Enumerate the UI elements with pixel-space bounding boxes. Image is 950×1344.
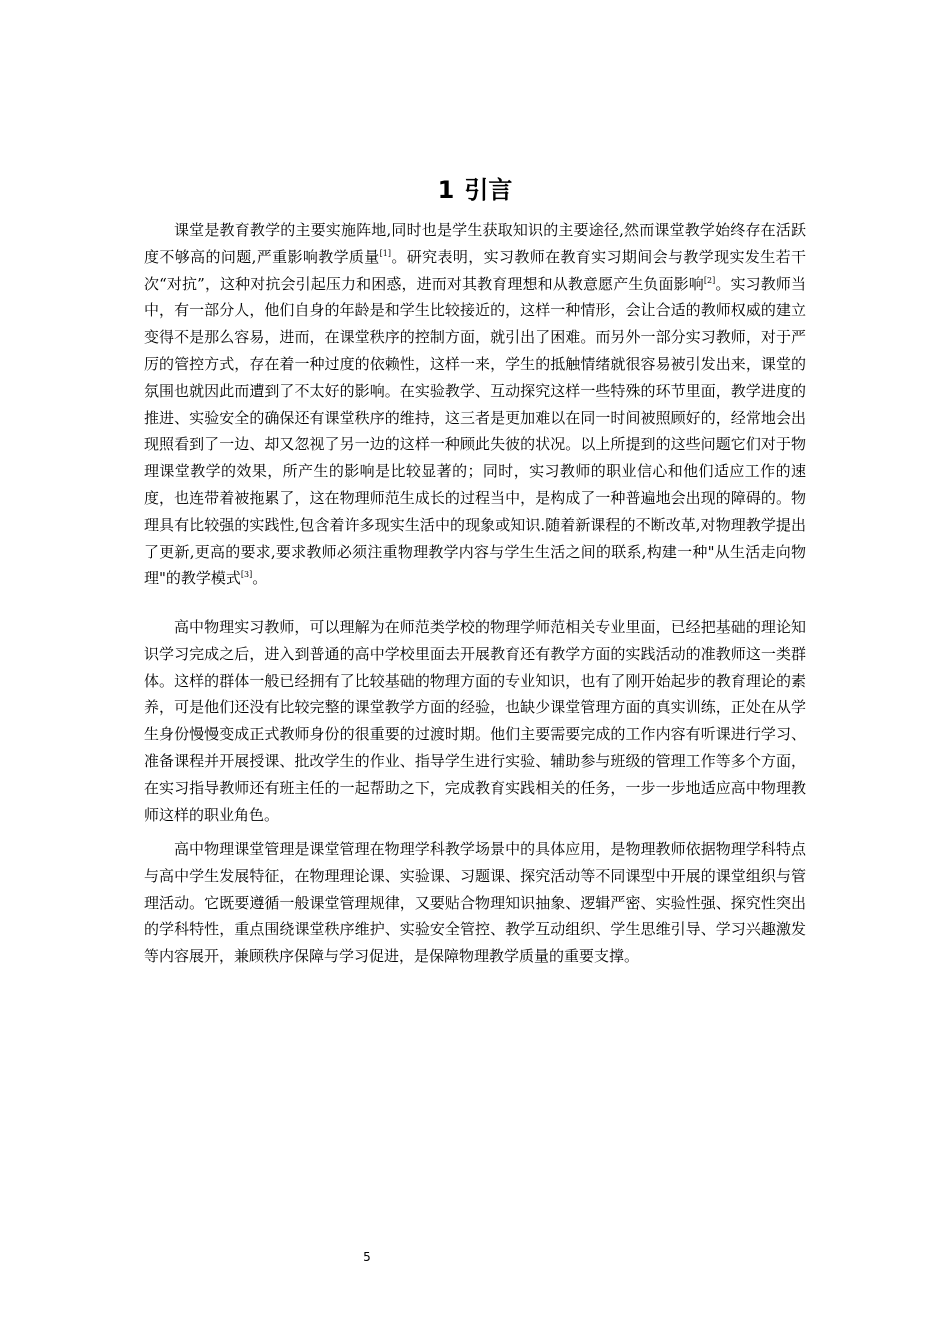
paragraph-2 (144, 614, 806, 828)
paragraph-1 (144, 217, 806, 592)
page-number: 5 (363, 1250, 371, 1264)
text-run: 。 (252, 569, 268, 588)
paragraph-text: 高中物理实习教师，可以理解为在师范类学校的物理学师范相关专业里面，已经把基础的理论知识学习完成之后，进入到普通的高中学校里面去开展教育还有教学方面的实践活动的准教师这一类群体。这样的群体一般已经拥有了比较基础的物理方面的专业知识，也有了刚开始起步的教育理论的素养，可是他们还没有比较完整的课堂教学方面的经验，也缺少课堂管理方面的真实训练，正处在从学生身份慢慢变成正式教师身份的很重要的过渡时期。他们主要需要完成的工作内容有听课进行学习、准备课程并开展授课、批改学生的作业、指导学生进行实验、辅助参与班级的管理工作等多个方面，在实习指导教师还有班主任的一起帮助之下，完成教育实践相关的任务，一步一步地适应高中物理教师这样的职业角色。 (144, 618, 806, 824)
paragraph-text (144, 217, 806, 592)
text-run: 课堂是教育教学的主要实施阵地,同时也是学生获取知识的主要途径,然而课堂教学始终存在活跃度不够高的问题,严重影响教学质量 (144, 221, 806, 266)
section-title: 引言 (464, 176, 513, 204)
section-number: 1 (437, 176, 455, 204)
citation-3: [3] (240, 570, 253, 580)
paragraph-text: 高中物理课堂管理是课堂管理在物理学科教学场景中的具体应用，是物理教师依据物理学科特点与高中学生发展特征，在物理理论课、实验课、习题课、探究活动等不同课型中开展的课堂组织与管理活动。它既要遵循一般课堂管理规律，又要贴合物理知识抽象、逻辑严密、实验性强、探究性突出的学科特性，重点围绕课堂秩序维护、实验安全管控、教学互动组织、学生思维引导、学习兴趣激发等内容展开，兼顾秩序保障与学习促进，是保障物理教学质量的重要支撑。 (144, 840, 806, 966)
section-heading (0, 174, 950, 206)
citation-2: [2] (703, 275, 716, 285)
paragraph-3 (144, 836, 806, 970)
text-run: 。研究表明，实习教师在教育实习期间会与教学现实发生若干次“对抗”，这种对抗会引起压力和困惑，进而对其教育理想和从教意愿产生负面影响 (144, 247, 806, 293)
text-run: 。实习教师当中，有一部分人，他们自身的年龄是和学生比较接近的，这样一种情形，会让合适的教师权威的建立变得不是那么容易，进而，在课堂秩序的控制方面，就引出了困难。而另外一部分实习教师，对于严厉的管控方式，存在着一种过度的依赖性，这样一来，学生的抵触情绪就很容易被引发出来，课堂的氛围也就因此而遭到了不太好的影响。在实验教学、互动探究这样一些特殊的环节里面，教学进度的推进、实验安全的确保还有课堂秩序的维持，这三者是更加难以在同一时间被照顾好的，经常地会出现照看到了一边、却又忽视了另一边的这样一种顾此失彼的状况。以上所提到的这些问题它们对于物理课堂教学的效果，所产生的影响是比较显著的；同时，实习教师的职业信心和他们适应工作的速度，也连带着被拖累了，这在物理师范生成长的过程当中，是构成了一种普遍地会出现的障碍的。物理具有比较强的实践性,包含着许多现实生活中的现象或知识.随着新课程的不断改革,对物理教学提出了更新,更高的要求,要求教师必须注重物理教学内容与学生生活之间的联系,构建一种"从生活走向物理"的教学模式 (144, 274, 806, 588)
citation-1: [1] (379, 248, 392, 258)
